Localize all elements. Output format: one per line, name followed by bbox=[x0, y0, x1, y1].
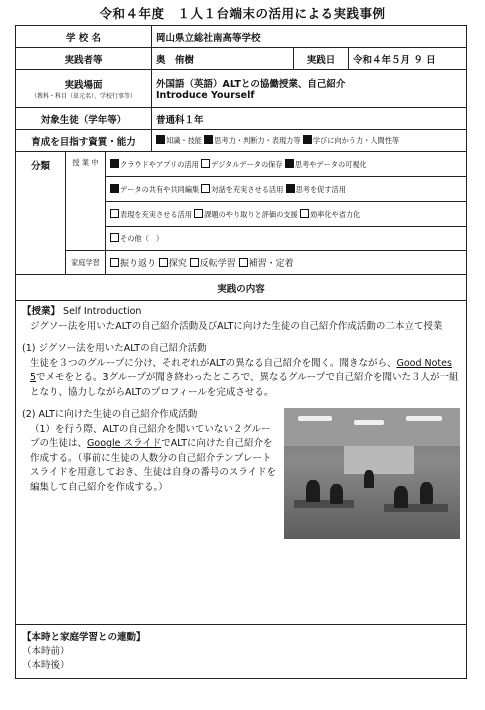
date-value: 令和４年５月 ９ 日 bbox=[349, 48, 467, 70]
students-value: 普通科１年 bbox=[152, 108, 467, 130]
content-body bbox=[16, 301, 467, 625]
in-class-1-1: クラウドやアプリの活用 bbox=[120, 159, 199, 169]
category-label: 分類 bbox=[16, 152, 66, 275]
students-label: 対象生徒（学年等） bbox=[16, 108, 152, 130]
section-2-text-a: （1）を行う際、ALTの自己紹介を聞いていない２グループの生徒は、 bbox=[30, 423, 271, 449]
in-class-label: 授 業 中 bbox=[66, 152, 106, 251]
section-2-text-b: でALTに向けた自己紹介を作成する。（事前に生徒の人数分の自己紹介テンプレートスライドを用意しておき、生徒は自身の番号のスライドを編集して自己紹介を作成する。） bbox=[30, 438, 277, 493]
photo-desk-1 bbox=[294, 500, 354, 508]
ability-check-3 bbox=[303, 135, 312, 144]
content-heading: 実践の内容 bbox=[16, 275, 467, 301]
section-2 bbox=[22, 408, 460, 495]
photo-light-1 bbox=[298, 416, 332, 421]
classroom-photo bbox=[284, 408, 460, 539]
practice-report-table bbox=[15, 25, 466, 679]
scene-value-cell bbox=[152, 70, 467, 108]
check-1-3 bbox=[285, 159, 294, 168]
in-class-4-1: その他（ ） bbox=[120, 234, 164, 243]
in-class-line-2 bbox=[106, 177, 467, 202]
ability-1: 知識・技能 bbox=[166, 136, 202, 145]
photo-student-2 bbox=[330, 484, 343, 504]
practitioner-value: 奥 侑樹 bbox=[152, 48, 294, 70]
ability-3: 学びに向かう力・人間性等 bbox=[312, 136, 400, 145]
google-slides-link[interactable]: Google スライド bbox=[87, 438, 162, 449]
after-class-label: （本時後） bbox=[22, 660, 70, 671]
check-4-1 bbox=[110, 233, 119, 242]
ability-2: 思考力・判断力・表現力等 bbox=[214, 136, 301, 145]
photo-ceiling bbox=[284, 408, 460, 446]
scene-label-cell bbox=[16, 70, 152, 108]
section-1-title: (1) ジグソー法を用いたALTの自己紹介活動 bbox=[22, 343, 207, 354]
good-notes-link[interactable]: Good Notes 5 bbox=[30, 357, 452, 383]
scene-label: 実践場面 bbox=[64, 80, 103, 91]
in-class-line-1 bbox=[106, 152, 467, 177]
date-label: 実践日 bbox=[294, 48, 349, 70]
section-1-text-b: でメモをとる。3グループが聞き終わったところで、異なるグループで自己紹介を聞いた３人が一組となり、協力しながらALTのプロフィールを完成させる。 bbox=[30, 372, 459, 398]
home-check-2 bbox=[159, 258, 168, 267]
home-check-1 bbox=[110, 258, 119, 267]
in-class-line-4 bbox=[106, 227, 467, 251]
photo-student-5 bbox=[364, 470, 374, 488]
ability-check-2 bbox=[204, 135, 213, 144]
section-2-title: (2) ALTに向けた生徒の自己紹介作成活動 bbox=[22, 409, 198, 420]
photo-student-3 bbox=[394, 486, 408, 508]
check-1-1 bbox=[110, 159, 119, 168]
section-1-text-a: 生徒を３つのグループに分け、それぞれがALTの異なる自己紹介を聞く。聞きながら、 bbox=[30, 357, 397, 369]
home-item-3: 反転学習 bbox=[199, 259, 236, 269]
check-3-1 bbox=[110, 209, 119, 218]
abilities-value bbox=[152, 130, 467, 152]
home-check-3 bbox=[190, 258, 199, 267]
in-class-3-3: 効率化や省力化 bbox=[309, 209, 361, 219]
check-2-2 bbox=[201, 184, 210, 193]
home-study-line bbox=[106, 251, 467, 275]
photo-light-2 bbox=[354, 420, 384, 425]
home-link-heading: 【本時と家庭学習との連動】 bbox=[22, 632, 146, 643]
school-value: 岡山県立総社南高等学校 bbox=[152, 26, 467, 48]
check-3-2 bbox=[194, 209, 203, 218]
check-2-3 bbox=[286, 184, 295, 193]
photo-student-1 bbox=[306, 480, 320, 502]
in-class-1-2: デジタルデータの保存 bbox=[211, 159, 283, 169]
lesson-title: Self Introduction bbox=[60, 306, 142, 317]
home-check-4 bbox=[239, 258, 248, 267]
photo-board bbox=[344, 446, 414, 474]
check-1-2 bbox=[201, 159, 210, 168]
lesson-tag: 【授業】 bbox=[22, 306, 61, 317]
section-1-text bbox=[22, 357, 460, 401]
in-class-2-3: 思考を促す活用 bbox=[295, 184, 346, 194]
in-class-2-2: 対話を充実させる活用 bbox=[211, 184, 284, 194]
lesson-heading bbox=[22, 305, 460, 320]
check-3-3 bbox=[300, 209, 309, 218]
home-item-1: 振り返り bbox=[120, 259, 157, 269]
photo-light-3 bbox=[406, 416, 442, 421]
in-class-1-3: 思考やデータの可視化 bbox=[294, 159, 367, 169]
photo-student-4 bbox=[420, 482, 433, 504]
page-title: 令和４年度 １人１台端末の活用による実践事例 bbox=[99, 6, 386, 21]
home-item-2: 探究 bbox=[168, 259, 187, 269]
scene-value-1: 外国語（英語）ALTとの協働授業、自己紹介 bbox=[156, 79, 346, 90]
in-class-line-3 bbox=[106, 202, 467, 227]
in-class-3-2: 課題のやり取りと評価の支援 bbox=[204, 209, 298, 219]
in-class-2-1: データの共有や共同編集 bbox=[120, 184, 200, 194]
in-class-3-1: 表現を充実させる活用 bbox=[120, 209, 192, 219]
check-2-1 bbox=[110, 184, 119, 193]
practitioner-label: 実践者等 bbox=[16, 48, 152, 70]
before-class-label: （本時前） bbox=[22, 646, 70, 657]
school-label: 学 校 名 bbox=[16, 26, 152, 48]
abilities-label: 育成を目指す資質・能力 bbox=[16, 130, 152, 152]
lesson-intro: ジグソー法を用いたALTの自己紹介活動及びALTに向けた生徒の自己紹介作成活動の二本立て授業 bbox=[30, 320, 443, 332]
home-link-section bbox=[16, 625, 467, 679]
scene-value-2: Introduce Yourself bbox=[156, 90, 255, 101]
home-item-4: 補習・定着 bbox=[248, 259, 294, 269]
scene-sublabel: （教科・科目（単元名）、学校行事等） bbox=[31, 93, 137, 100]
home-study-label: 家庭学習 bbox=[66, 251, 106, 275]
ability-check-1 bbox=[156, 135, 165, 144]
